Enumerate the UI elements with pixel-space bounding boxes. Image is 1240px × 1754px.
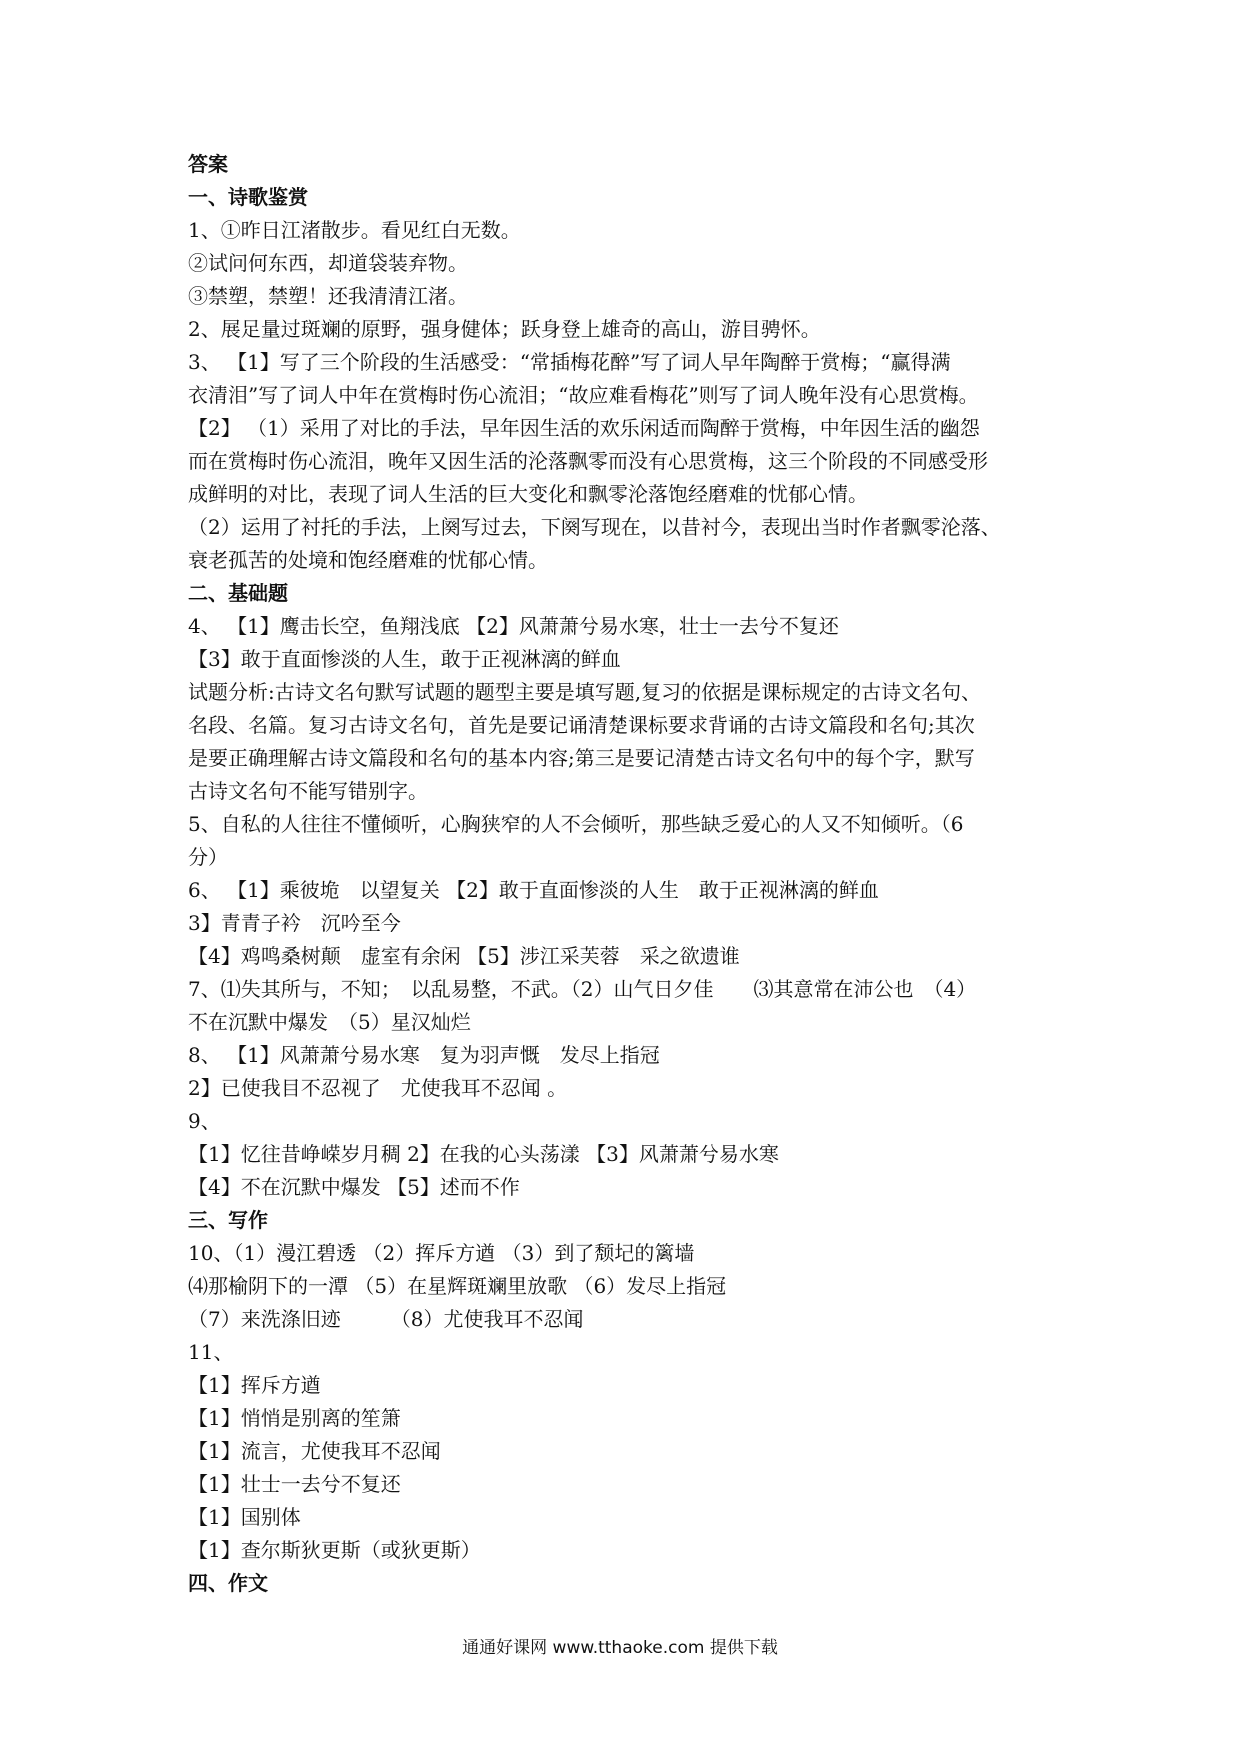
- text-line: 【2】 （1）采用了对比的手法，早年因生活的欢乐闲适而陶醉于赏梅，中年因生活的幽怨: [188, 416, 980, 440]
- text-line: 分）: [188, 845, 228, 869]
- text-line: 是要正确理解古诗文篇段和名句的基本内容;第三是要记清楚古诗文名句中的每个字，默写: [188, 746, 975, 770]
- section-heading: 一、诗歌鉴赏: [188, 185, 308, 209]
- text-line: （2）运用了衬托的手法，上阕写过去，下阕写现在，以昔衬今，表现出当时作者飘零沦落、: [188, 515, 1001, 539]
- text-line: 【1】壮士一去兮不复还: [188, 1472, 401, 1496]
- text-line: 11、: [188, 1340, 234, 1364]
- section-heading: 二、基础题: [188, 581, 288, 605]
- section-heading: 答案: [188, 152, 228, 176]
- text-line: 10、（1）漫江碧透 （2）挥斥方遒 （3）到了颓圮的篱墙: [188, 1241, 695, 1265]
- text-line: 衣清泪”写了词人中年在赏梅时伤心流泪；“故应难看梅花”则写了词人晚年没有心思赏梅。: [188, 383, 979, 407]
- text-line: 2、展足量过斑斓的原野，强身健体；跃身登上雄奇的高山，游目骋怀。: [188, 317, 821, 341]
- text-line: ③禁塑，禁塑！还我清清江渚。: [188, 284, 468, 308]
- text-line: 成鲜明的对比，表现了词人生活的巨大变化和飘零沦落饱经磨难的忧郁心情。: [188, 482, 868, 506]
- text-line: 【1】查尔斯狄更斯（或狄更斯）: [188, 1538, 481, 1562]
- text-line: 1、①昨日江渚散步。看见红白无数。: [188, 218, 521, 242]
- text-line: 8、 【1】风萧萧兮易水寒 复为羽声慨 发尽上指冠: [188, 1043, 660, 1067]
- answer-content: [188, 148, 1068, 1600]
- text-line: 试题分析:古诗文名句默写试题的题型主要是填写题,复习的依据是课标规定的古诗文名句、: [188, 680, 982, 704]
- text-line: ②试问何东西，却道袋装弃物。: [188, 251, 468, 275]
- text-line: ⑷那榆阴下的一潭 （5）在星辉斑斓里放歌 （6）发尽上指冠: [188, 1274, 727, 1298]
- text-line: 【4】不在沉默中爆发 【5】述而不作: [188, 1175, 520, 1199]
- text-line: 4、 【1】鹰击长空，鱼翔浅底 【2】风萧萧兮易水寒，壮士一去兮不复还: [188, 614, 839, 638]
- text-line: 【1】忆往昔峥嵘岁月稠 2】在我的心头荡漾 【3】风萧萧兮易水寒: [188, 1142, 779, 1166]
- text-line: 【4】鸡鸣桑树颠 虚室有余闲 【5】涉江采芙蓉 采之欲遗谁: [188, 944, 740, 968]
- text-line: 【1】国别体: [188, 1505, 301, 1529]
- text-line: 衰老孤苦的处境和饱经磨难的忧郁心情。: [188, 548, 548, 572]
- text-line: 而在赏梅时伤心流泪，晚年又因生活的沦落飘零而没有心思赏梅，这三个阶段的不同感受形: [188, 449, 988, 473]
- text-line: 2】已使我目不忍视了 尤使我耳不忍闻 。: [188, 1076, 568, 1100]
- page-footer: 通通好课网 www.tthaoke.com 提供下载: [462, 1638, 778, 1658]
- text-line: 9、: [188, 1109, 221, 1133]
- text-line: 【1】挥斥方遒: [188, 1373, 321, 1397]
- text-line: 古诗文名句不能写错别字。: [188, 779, 428, 803]
- text-line: （7）来洗涤旧迹 （8）尤使我耳不忍闻: [188, 1307, 584, 1331]
- text-line: 【1】流言，尤使我耳不忍闻: [188, 1439, 441, 1463]
- section-heading: 三、写作: [188, 1208, 268, 1232]
- text-line: 3】青青子衿 沉吟至今: [188, 911, 401, 935]
- text-line: 5、自私的人往往不懂倾听，心胸狭窄的人不会倾听，那些缺乏爱心的人又不知倾听。（6: [188, 812, 964, 836]
- section-heading: 四、作文: [188, 1571, 268, 1595]
- text-line: 名段、名篇。复习古诗文名句，首先是要记诵清楚课标要求背诵的古诗文篇段和名句;其次: [188, 713, 975, 737]
- text-line: 【3】敢于直面惨淡的人生，敢于正视淋漓的鲜血: [188, 647, 621, 671]
- text-line: 6、 【1】乘彼垝 以望复关 【2】敢于直面惨淡的人生 敢于正视淋漓的鲜血: [188, 878, 879, 902]
- text-line: 【1】悄悄是别离的笙箫: [188, 1406, 401, 1430]
- text-line: 不在沉默中爆发 （5）星汉灿烂: [188, 1010, 471, 1034]
- text-line: 7、⑴失其所与，不知； 以乱易整，不武。（2）山气日夕佳 ⑶其意常在沛公也 （4）: [188, 977, 977, 1001]
- text-line: 3、 【1】写了三个阶段的生活感受：“常插梅花醉”写了词人早年陶醉于赏梅；“赢得满: [188, 350, 951, 374]
